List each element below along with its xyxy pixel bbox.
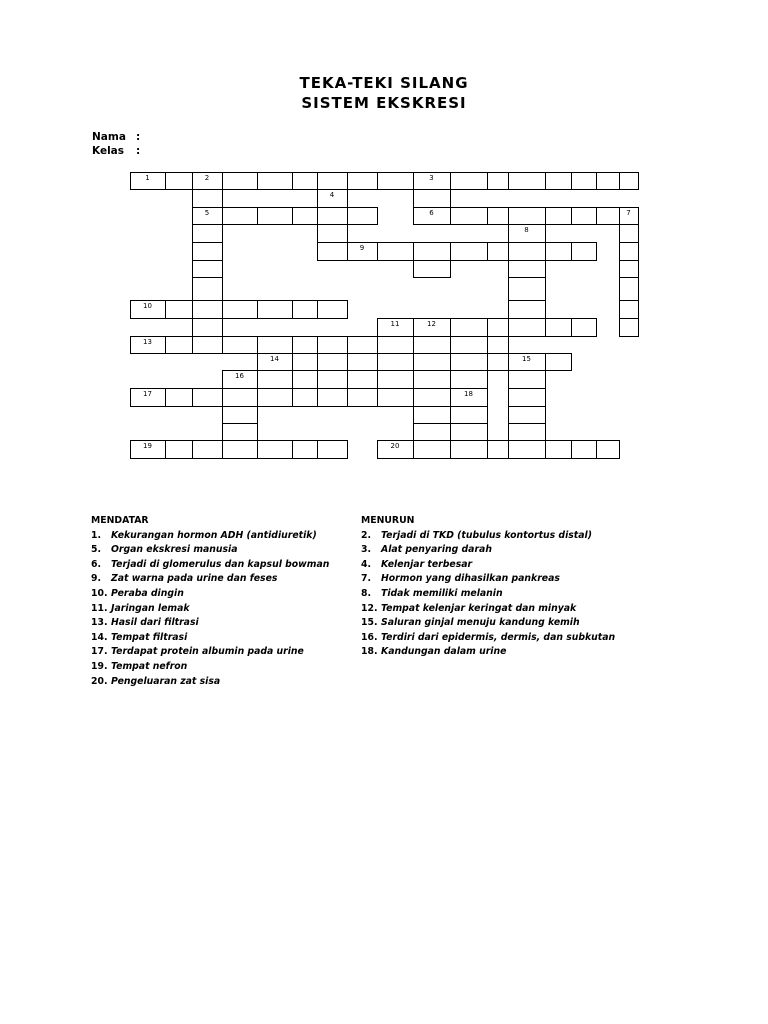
crossword-cell[interactable] xyxy=(192,260,223,278)
clue-number-label: 19 xyxy=(143,442,152,450)
crossword-cell[interactable] xyxy=(545,172,572,190)
down-clue xyxy=(361,616,661,631)
crossword-cell[interactable] xyxy=(222,300,258,319)
crossword-cell[interactable] xyxy=(192,300,223,319)
crossword-cell[interactable] xyxy=(619,224,639,243)
crossword-cell[interactable] xyxy=(222,336,258,354)
crossword-cell[interactable] xyxy=(596,207,620,225)
crossword-cell[interactable] xyxy=(292,300,318,319)
down-heading: MENURUN xyxy=(361,515,415,526)
crossword-cell[interactable] xyxy=(222,207,258,225)
crossword-cell[interactable] xyxy=(192,242,223,261)
crossword-cell[interactable] xyxy=(292,440,318,459)
crossword-cell[interactable] xyxy=(487,353,509,371)
down-clue xyxy=(361,572,661,587)
clue-number: 7. xyxy=(361,573,372,585)
crossword-cell[interactable] xyxy=(450,242,488,261)
clue-number-label: 11 xyxy=(390,320,400,328)
crossword-cell[interactable] xyxy=(377,242,414,261)
clue-number: 18. xyxy=(361,646,378,658)
crossword-cell[interactable] xyxy=(347,336,378,354)
crossword-cell[interactable] xyxy=(450,353,488,371)
crossword-cell[interactable] xyxy=(571,207,597,225)
crossword-cell[interactable] xyxy=(377,388,414,407)
crossword-cell[interactable] xyxy=(165,440,193,459)
clue-number-label: 7 xyxy=(626,209,631,217)
across-clue xyxy=(91,602,353,617)
clue-number: 20. xyxy=(91,675,108,687)
clue-number: 15. xyxy=(361,617,378,629)
across-clues xyxy=(91,514,353,689)
clue-number-label: 4 xyxy=(329,191,335,199)
crossword-cell[interactable] xyxy=(222,172,258,190)
clue-number: 9. xyxy=(91,573,102,585)
crossword-cell[interactable] xyxy=(450,336,488,354)
down-clues xyxy=(361,514,661,660)
crossword-cell[interactable] xyxy=(257,207,293,225)
crossword-cell[interactable] xyxy=(317,388,348,407)
clue-text: Hasil dari filtrasi xyxy=(111,617,199,629)
crossword-cell[interactable] xyxy=(508,277,546,301)
class-label: Kelas xyxy=(92,145,125,157)
crossword-cell[interactable] xyxy=(487,172,509,190)
crossword-cell[interactable] xyxy=(508,242,546,261)
crossword-cell[interactable] xyxy=(292,388,318,407)
clue-text: Tempat filtrasi xyxy=(111,631,188,643)
crossword-cell[interactable] xyxy=(377,172,414,190)
across-clue xyxy=(91,645,353,660)
clue-text: Kelenjar terbesar xyxy=(381,558,473,570)
clue-text: Kekurangan hormon ADH (antidiuretik) xyxy=(111,529,317,541)
clue-number: 8. xyxy=(361,587,372,599)
crossword-cell[interactable] xyxy=(571,440,597,459)
clue-number-label: 16 xyxy=(235,372,244,380)
clue-number: 3. xyxy=(361,544,372,556)
clue-number: 12. xyxy=(361,602,378,614)
clue-text: Pengeluaran zat sisa xyxy=(111,675,221,687)
across-heading: MENDATAR xyxy=(91,515,149,526)
clue-text: Saluran ginjal menuju kandung kemih xyxy=(381,617,580,629)
clue-text: Terdiri dari epidermis, dermis, dan subkutan xyxy=(381,631,616,643)
crossword-cell[interactable] xyxy=(508,406,546,424)
crossword-cell[interactable] xyxy=(377,370,414,389)
crossword-cell[interactable] xyxy=(619,172,639,190)
crossword-cell[interactable] xyxy=(508,440,546,459)
crossword-cell[interactable] xyxy=(619,300,639,319)
crossword-cell[interactable] xyxy=(165,336,193,354)
class-colon: : xyxy=(136,145,141,157)
crossword-cell[interactable] xyxy=(192,336,223,354)
down-clue xyxy=(361,602,661,617)
crossword-cell[interactable] xyxy=(317,370,348,389)
crossword-cell[interactable] xyxy=(619,242,639,261)
down-clue xyxy=(361,587,661,602)
clue-number: 13. xyxy=(91,617,108,629)
crossword-cell[interactable] xyxy=(487,318,509,337)
clue-number-label: 13 xyxy=(143,338,152,346)
clue-number: 11. xyxy=(91,602,108,614)
crossword-cell[interactable] xyxy=(317,336,348,354)
page-subtitle: SISTEM EKSKRESI xyxy=(301,94,467,112)
crossword-cell[interactable] xyxy=(413,423,451,441)
crossword-cell[interactable] xyxy=(317,207,348,225)
clue-number: 10. xyxy=(91,587,108,599)
crossword-cell[interactable] xyxy=(450,370,488,389)
crossword-cell[interactable] xyxy=(347,370,378,389)
clue-number-label: 12 xyxy=(427,320,436,328)
clue-number-label: 10 xyxy=(143,302,152,310)
clue-number-label: 1 xyxy=(145,174,150,182)
clue-text: Kandungan dalam urine xyxy=(381,646,507,658)
clue-text: Organ ekskresi manusia xyxy=(111,544,238,556)
crossword-cell[interactable] xyxy=(508,172,546,190)
crossword-cell[interactable] xyxy=(413,388,451,407)
crossword-cell[interactable] xyxy=(487,440,509,459)
crossword-cell[interactable] xyxy=(508,423,546,441)
clue-number: 16. xyxy=(361,631,378,643)
crossword-cell[interactable] xyxy=(508,388,546,407)
crossword-cell[interactable] xyxy=(292,172,318,190)
crossword-cell[interactable] xyxy=(508,318,546,337)
name-label: Nama xyxy=(92,131,126,143)
crossword-cell[interactable] xyxy=(257,336,293,354)
crossword-cell[interactable] xyxy=(619,260,639,278)
clue-text: Peraba dingin xyxy=(111,587,184,599)
crossword-cell[interactable] xyxy=(347,388,378,407)
crossword-cell[interactable] xyxy=(222,406,258,424)
clue-number-label: 20 xyxy=(390,442,400,450)
clue-text: Terdapat protein albumin pada urine xyxy=(111,646,304,658)
crossword-cell[interactable] xyxy=(450,440,488,459)
down-clue xyxy=(361,631,661,646)
across-clue xyxy=(91,529,353,544)
crossword-cell[interactable] xyxy=(222,423,258,441)
crossword-cell[interactable] xyxy=(192,189,223,208)
crossword-cell[interactable] xyxy=(377,336,414,354)
clue-number-label: 18 xyxy=(464,390,473,398)
clue-number: 4. xyxy=(361,558,372,570)
clue-number-label: 14 xyxy=(270,355,279,363)
crossword-cell[interactable] xyxy=(192,318,223,337)
crossword-cell[interactable] xyxy=(596,440,620,459)
clue-number: 6. xyxy=(91,558,102,570)
crossword-cell[interactable] xyxy=(165,172,193,190)
clue-number-label: 17 xyxy=(143,390,152,398)
crossword-cell[interactable] xyxy=(487,336,509,354)
crossword-cell[interactable] xyxy=(317,242,348,261)
crossword-cell[interactable] xyxy=(192,224,223,243)
crossword-cell[interactable] xyxy=(347,207,378,225)
crossword-cell[interactable] xyxy=(347,172,378,190)
across-clue xyxy=(91,631,353,646)
clue-number: 19. xyxy=(91,660,108,672)
name-colon: : xyxy=(136,131,141,143)
clue-number-label: 8 xyxy=(524,226,529,234)
crossword-cell[interactable] xyxy=(257,172,293,190)
clue-text: Terjadi di TKD (tubulus kontortus distal) xyxy=(381,529,592,541)
crossword-cell[interactable] xyxy=(257,300,293,319)
down-clue xyxy=(361,645,661,660)
crossword-cell[interactable] xyxy=(257,440,293,459)
crossword-cell[interactable] xyxy=(292,207,318,225)
crossword-cell[interactable] xyxy=(545,318,572,337)
crossword-cell[interactable] xyxy=(292,353,318,371)
crossword-cell[interactable] xyxy=(545,207,572,225)
clue-number-label: 6 xyxy=(429,209,434,217)
clue-number: 5. xyxy=(91,544,102,556)
crossword-cell[interactable] xyxy=(545,353,572,371)
across-clue xyxy=(91,558,353,573)
crossword-cell[interactable] xyxy=(413,336,451,354)
crossword-cell[interactable] xyxy=(450,172,488,190)
clue-number-label: 2 xyxy=(204,174,210,182)
crossword-cell[interactable] xyxy=(192,440,223,459)
across-clue xyxy=(91,543,353,558)
crossword-cell[interactable] xyxy=(571,172,597,190)
page-title: TEKA-TEKI SILANG xyxy=(299,74,469,92)
crossword-cell[interactable] xyxy=(487,242,509,261)
crossword-cell[interactable] xyxy=(571,318,597,337)
crossword-cell[interactable] xyxy=(413,353,451,371)
down-clue xyxy=(361,558,661,573)
crossword-cell[interactable] xyxy=(619,318,639,337)
crossword-cell[interactable] xyxy=(413,440,451,459)
clue-text: Tidak memiliki melanin xyxy=(381,587,503,599)
crossword-cell[interactable] xyxy=(222,440,258,459)
across-clue xyxy=(91,660,353,675)
crossword-cell[interactable] xyxy=(292,370,318,389)
crossword-cell[interactable] xyxy=(292,336,318,354)
crossword-cell[interactable] xyxy=(596,172,620,190)
clue-number-label: 3 xyxy=(429,174,434,182)
down-clue xyxy=(361,543,661,558)
clue-number: 2. xyxy=(361,529,372,541)
crossword-cell[interactable] xyxy=(413,189,451,208)
crossword-cell[interactable] xyxy=(257,388,293,407)
crossword-cell[interactable] xyxy=(508,260,546,278)
crossword-cell[interactable] xyxy=(450,406,488,424)
crossword-cell[interactable] xyxy=(413,406,451,424)
across-clue xyxy=(91,572,353,587)
crossword-cell[interactable] xyxy=(571,242,597,261)
crossword-cell[interactable] xyxy=(450,207,488,225)
crossword-cell[interactable] xyxy=(508,370,546,389)
clue-text: Jaringan lemak xyxy=(111,602,190,614)
crossword-cell[interactable] xyxy=(413,370,451,389)
across-clue xyxy=(91,616,353,631)
clue-number-label: 9 xyxy=(359,244,365,252)
clue-number-label: 15 xyxy=(522,355,531,363)
across-clue xyxy=(91,675,353,690)
crossword-cell[interactable] xyxy=(347,353,378,371)
crossword-cell[interactable] xyxy=(317,440,348,459)
crossword-grid xyxy=(0,0,768,500)
crossword-cell[interactable] xyxy=(450,423,488,441)
clue-text: Hormon yang dihasilkan pankreas xyxy=(381,573,560,585)
crossword-cell[interactable] xyxy=(377,353,414,371)
clue-number: 17. xyxy=(91,646,108,658)
clue-text: Alat penyaring darah xyxy=(381,544,492,556)
crossword-cell[interactable] xyxy=(165,300,193,319)
crossword-cell[interactable] xyxy=(545,242,572,261)
crossword-cell[interactable] xyxy=(257,370,293,389)
crossword-cell[interactable] xyxy=(413,242,451,261)
crossword-cell[interactable] xyxy=(317,172,348,190)
crossword-cell[interactable] xyxy=(192,277,223,301)
crossword-cell[interactable] xyxy=(545,440,572,459)
clue-text: Zat warna pada urine dan feses xyxy=(111,573,278,585)
crossword-cell[interactable] xyxy=(508,300,546,319)
clue-number: 1. xyxy=(91,529,102,541)
crossword-cell[interactable] xyxy=(317,353,348,371)
clue-text: Tempat kelenjar keringat dan minyak xyxy=(381,602,577,614)
clue-number: 14. xyxy=(91,631,108,643)
crossword-cell[interactable] xyxy=(192,388,223,407)
down-clue xyxy=(361,529,661,544)
crossword-cell[interactable] xyxy=(619,277,639,301)
clue-text: Tempat nefron xyxy=(111,660,188,672)
crossword-cell[interactable] xyxy=(413,260,451,278)
crossword-cell[interactable] xyxy=(317,300,348,319)
crossword-cell[interactable] xyxy=(317,224,348,243)
crossword-cell[interactable] xyxy=(508,207,546,225)
crossword-cell[interactable] xyxy=(487,207,509,225)
clue-number-label: 5 xyxy=(204,209,210,217)
across-clue xyxy=(91,587,353,602)
clue-text: Terjadi di glomerulus dan kapsul bowman xyxy=(111,558,330,570)
crossword-cell[interactable] xyxy=(165,388,193,407)
crossword-cell[interactable] xyxy=(222,388,258,407)
crossword-cell[interactable] xyxy=(450,318,488,337)
